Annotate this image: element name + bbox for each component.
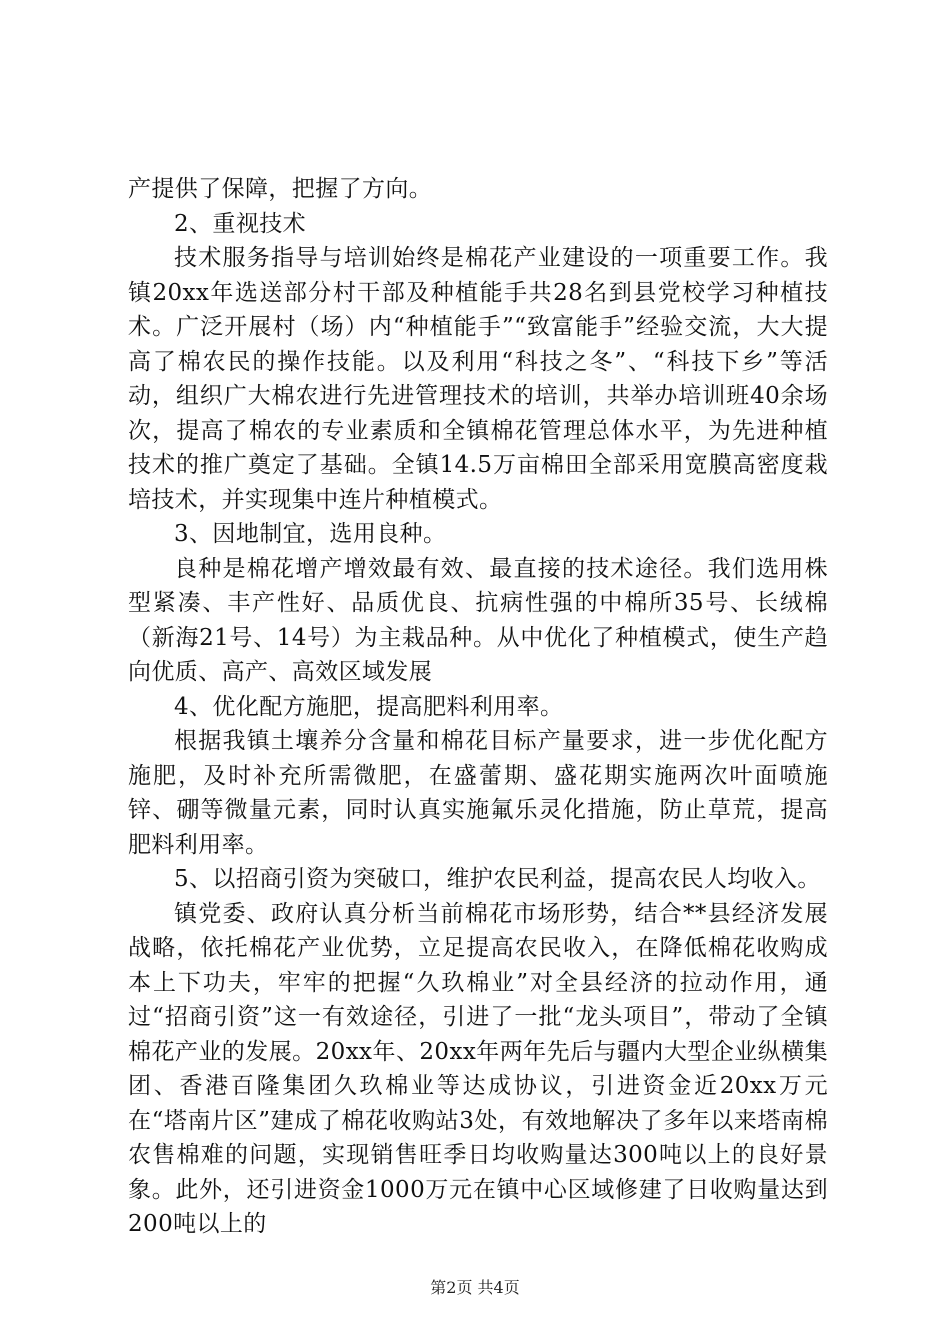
document-body <box>128 172 828 1242</box>
paragraph-seed-selection: 良种是棉花增产增效最有效、最直接的技术途径。我们选用株型紧凑、丰产性好、品质优良、抗病性强的中棉所35号、长绒棉（新海21号、14号）为主栽品种。从中优化了种植模式，使生产趋向优质、高产、高效区域发展 <box>128 555 828 685</box>
section-heading-2: 2、重视技术 <box>174 210 307 237</box>
page-number-footer: 第2页 共4页 <box>430 1278 520 1297</box>
paragraph-technical-service: 技术服务指导与培训始终是棉花产业建设的一项重要工作。我镇20xx年选送部分村干部及种植能手共28名到县党校学习种植技术。广泛开展村（场）内“种植能手”“致富能手”经验交流，大大提高了棉农民的操作技能。以及利用“科技之冬”、“科技下乡”等活动，组织广大棉农进行先进管理技术的培训，共举办培训班40余场次，提高了棉农的专业素质和全镇棉花管理总体水平，为先进种植技术的推广奠定了基础。全镇14.5万亩棉田全部采用宽膜高密度栽培技术，并实现集中连片种植模式。 <box>128 245 828 513</box>
section-heading-4: 4、优化配方施肥，提高肥料利用率。 <box>174 693 564 720</box>
section-heading-5: 5、以招商引资为突破口，维护农民利益，提高农民人均收入。 <box>174 866 821 892</box>
paragraph-investment: 镇党委、政府认真分析当前棉花市场形势，结合**县经济发展战略，依托棉花产业优势，立足提高农民收入，在降低棉花收购成本上下功夫，牢牢的把握“久玖棉业”对全县经济的拉动作用，通过“招商引资”这一有效途径，引进了一批“龙头项目”，带动了全镇棉花产业的发展。20xx年、20xx年两年先后与疆内大型企业纵横集团、香港百隆集团久玖棉业等达成协议，引进资金近20xx万元在“塔南片区”建成了棉花收购站3处，有效地解决了多年以来塔南棉农售棉难的问题，实现销售旺季日均收购量达300吨以上的良好景象。此外，还引进资金1000万元在镇中心区域修建了日收购量达到200吨以上的 <box>128 900 828 1237</box>
paragraph-fertilizer: 根据我镇土壤养分含量和棉花目标产量要求，进一步优化配方施肥，及时补充所需微肥，在盛蕾期、盛花期实施两次叶面喷施锌、硼等微量元素，同时认真实施氟乐灵化措施，防止草荒，提高肥料利用率。 <box>128 728 828 858</box>
paragraph-continuation: 产提供了保障，把握了方向。 <box>128 176 433 202</box>
section-heading-3: 3、因地制宜，选用良种。 <box>174 521 447 547</box>
